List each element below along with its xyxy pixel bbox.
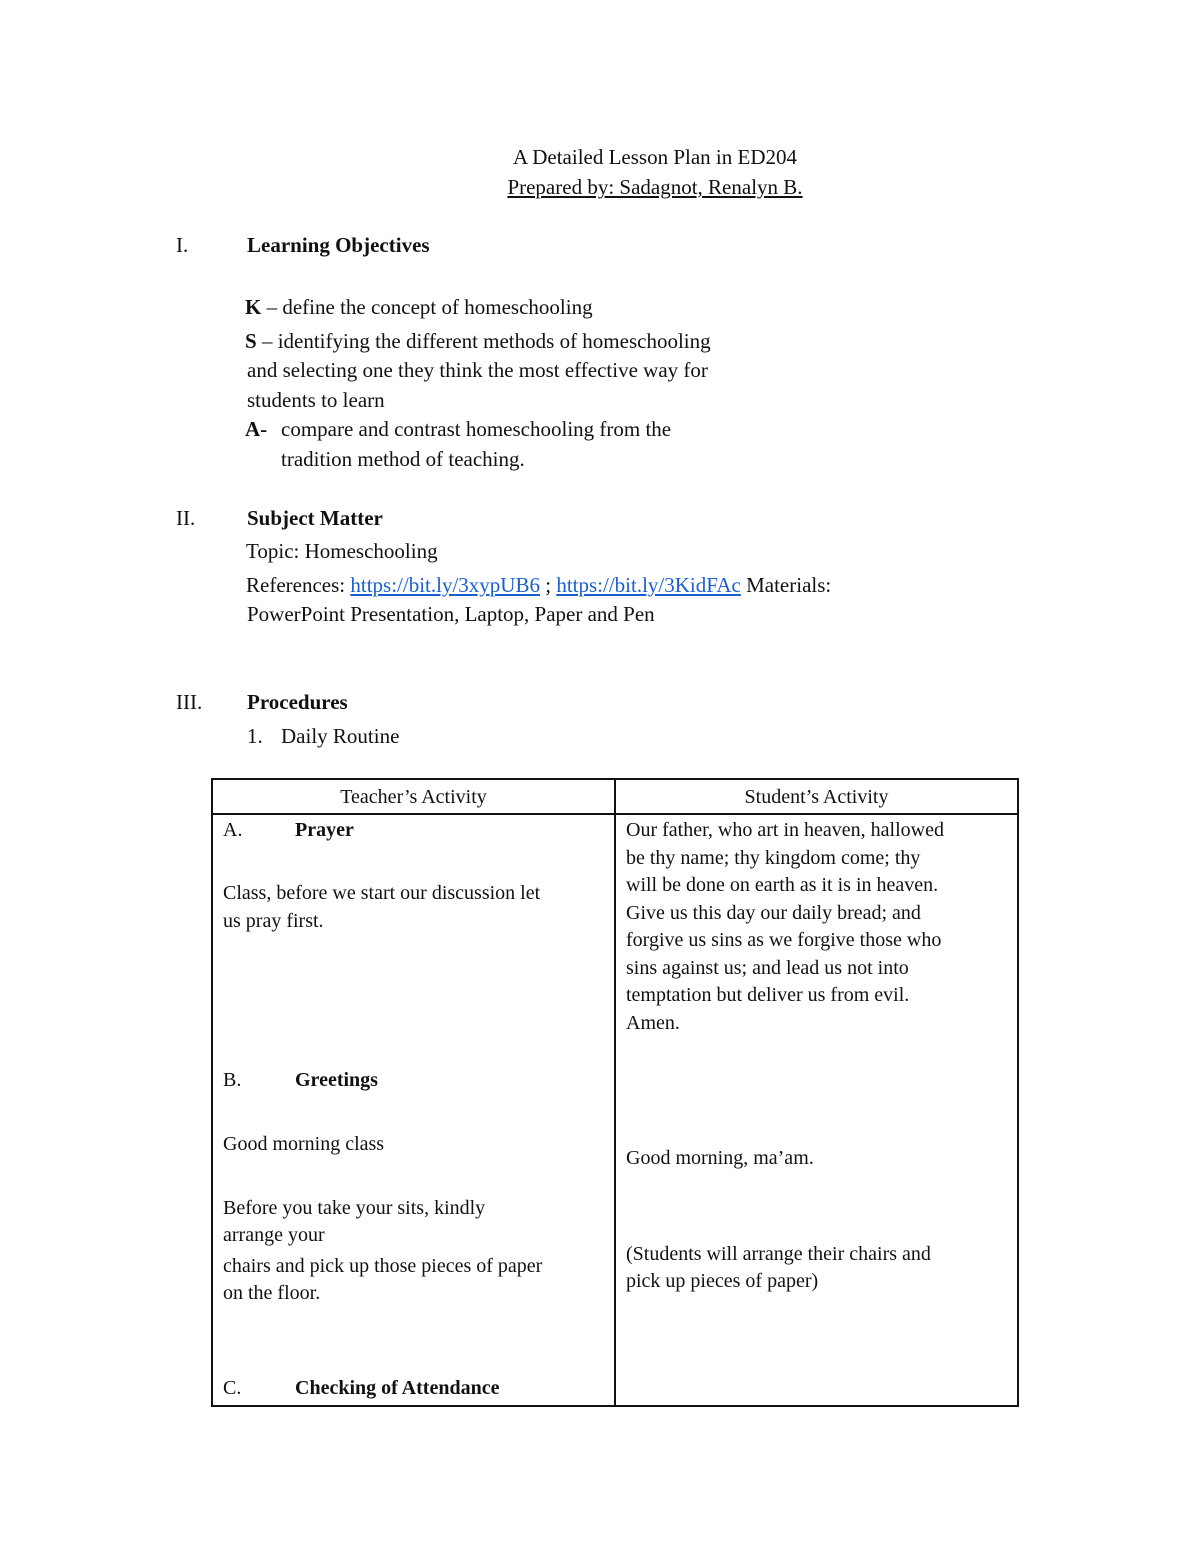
reference-link-2[interactable]: https://bit.ly/3KidFAc <box>556 573 741 597</box>
arrange-response-line2: pick up pieces of paper) <box>626 1270 819 1292</box>
student-activity-header: Student’s Activity <box>615 779 1018 814</box>
materials-label: Materials: <box>740 573 832 597</box>
section-numeral-objectives: I. <box>176 233 189 257</box>
arrange-response-line1: (Students will arrange their chairs and <box>626 1243 931 1265</box>
prayer-response-line: sins against us; and lead us not into <box>626 956 909 979</box>
prayer-response-line: will be done on earth as it is in heaven. <box>626 874 939 896</box>
prayer-response-line: Amen. <box>626 1011 680 1034</box>
student-activity-cell <box>615 814 1018 1406</box>
materials-list: PowerPoint Presentation, Laptop, Paper and Pen <box>247 602 655 626</box>
objective-s-line2: and selecting one they think the most effective way for <box>247 358 708 382</box>
teacher-activity-cell <box>212 814 615 1406</box>
teacher-activity-header: Teacher’s Activity <box>212 779 615 814</box>
prayer-response-line: Our father, who art in heaven, hallowed <box>626 819 944 841</box>
subject-matter-heading: Subject Matter <box>247 506 383 530</box>
objective-k-label: K <box>245 295 262 319</box>
prayer-title: Prayer <box>295 819 354 841</box>
greeting-line: Good morning class <box>223 1133 385 1155</box>
reference-link-1[interactable]: https://bit.ly/3xypUB6 <box>350 573 540 597</box>
references-line <box>246 571 831 599</box>
section-numeral-subject: II. <box>176 506 196 530</box>
references-separator: ; <box>539 573 557 597</box>
objective-a-line2: tradition method of teaching. <box>281 447 525 471</box>
prayer-response-line: forgive us sins as we forgive those who <box>626 929 942 951</box>
prayer-response-line: be thy name; thy kingdom come; thy <box>626 846 921 869</box>
objective-skill <box>245 327 711 355</box>
objective-a-label: A- <box>245 417 268 441</box>
prayer-response-line: temptation but deliver us from evil. <box>626 984 910 1006</box>
greetings-letter: B. <box>223 1069 242 1091</box>
objective-s-line1: – identifying the different methods of homeschooling <box>256 329 711 353</box>
objective-a-line1: compare and contrast homeschooling from the <box>281 417 672 441</box>
references-label: References: <box>246 573 351 597</box>
procedure-item-number: 1. <box>247 724 263 748</box>
arrange-instruction-line2: arrange your <box>223 1224 325 1246</box>
prayer-letter: A. <box>223 819 243 841</box>
prayer-instruction-line1: Class, before we start our discussion let <box>223 882 541 904</box>
greetings-title: Greetings <box>295 1069 378 1091</box>
attendance-letter: C. <box>223 1377 242 1399</box>
procedures-heading: Procedures <box>247 690 348 714</box>
document-title: A Detailed Lesson Plan in ED204 <box>512 145 798 169</box>
topic-line: Topic: Homeschooling <box>246 539 438 563</box>
greeting-reply: Good morning, ma’am. <box>626 1147 814 1169</box>
daily-routine-table <box>211 778 1019 1407</box>
arrange-instruction-line1: Before you take your sits, kindly <box>223 1197 486 1219</box>
procedure-item-label: Daily Routine <box>281 724 400 748</box>
prayer-instruction-line2: us pray first. <box>223 910 324 932</box>
prayer-response-line: Give us this day our daily bread; and <box>626 901 921 924</box>
objective-knowledge <box>245 293 593 321</box>
objective-k-text: – define the concept of homeschooling <box>261 295 593 319</box>
arrange-instruction-line4: on the floor. <box>223 1282 321 1304</box>
objectives-heading: Learning Objectives <box>247 233 430 257</box>
arrange-instruction-line3: chairs and pick up those pieces of paper <box>223 1255 543 1277</box>
section-numeral-procedures: III. <box>176 690 203 714</box>
prepared-by: Prepared by: Sadagnot, Renalyn B. <box>507 175 803 199</box>
attendance-title: Checking of Attendance <box>295 1377 500 1399</box>
objective-s-line3: students to learn <box>247 388 385 412</box>
objective-s-label: S <box>245 329 257 353</box>
